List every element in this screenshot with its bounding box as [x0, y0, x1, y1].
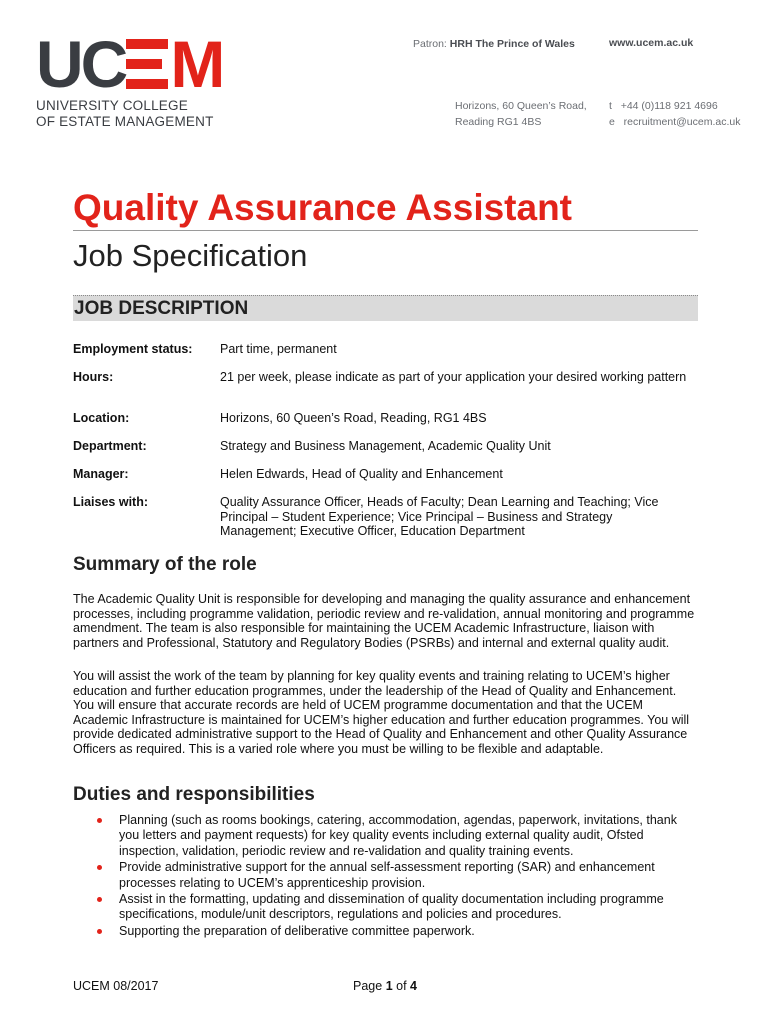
phone-line: [609, 98, 740, 114]
summary-heading: Summary of the role: [73, 554, 257, 575]
bullet-icon: [97, 818, 102, 823]
duties-heading: Duties and responsibilities: [73, 784, 315, 805]
address-line-1: Horizons, 60 Queen’s Road,: [455, 100, 587, 112]
address-block: [455, 98, 587, 130]
summary-paragraph-1: The Academic Quality Unit is responsible for developing and managing the quality assurance and enhancement processes, including programme validation, periodic review and re-validation, annual monitoring and programme amendment. The team is also responsible for maintaining the UCEM Academic Infrastructure, liaison with partners and Professional, Statutory and Regulatory Bodies (PSRBs) and internal and external quality audit.: [73, 592, 695, 650]
detail-label: Manager:: [73, 467, 129, 481]
page-prefix: Page: [353, 979, 383, 993]
detail-label: Liaises with:: [73, 495, 149, 509]
duty-text: Supporting the preparation of deliberative committee paperwork.: [119, 923, 475, 938]
list-item: [73, 892, 698, 923]
detail-value: 21 per week, please indicate as part of your application your desired working pattern: [220, 370, 687, 384]
title-divider: [73, 230, 698, 231]
duty-text: Planning (such as rooms bookings, catering, accommodation, agendas, paperwork, invitations, thank you letters and payment requests) for key quality events including external quality audit, Ofsted inspection, validation, periodic review and re-validation and quality training events.: [119, 813, 677, 858]
patron-line: [413, 36, 575, 52]
page-current: 1: [385, 979, 393, 993]
logo-wordmark: [36, 27, 223, 101]
detail-label: Hours:: [73, 370, 114, 384]
detail-value: Quality Assurance Officer, Heads of Faculty; Dean Learning and Teaching; Vice Principal – Student Experience; Vice Principal – Business and Strategy Management; Executive Officer, Education Department: [220, 495, 659, 539]
email-prefix: e: [609, 116, 615, 128]
institution-line-1: UNIVERSITY COLLEGE: [36, 98, 188, 113]
detail-label: Department:: [73, 439, 147, 453]
institution-name: [36, 98, 222, 130]
bullet-icon: [97, 897, 102, 902]
detail-value: Helen Edwards, Head of Quality and Enhancement: [220, 467, 503, 481]
page-title: Quality Assurance Assistant: [73, 187, 572, 228]
logo-letters-uc: UC: [36, 27, 126, 101]
email-address: recruitment@ucem.ac.uk: [623, 116, 741, 128]
detail-value: Part time, permanent: [220, 342, 337, 356]
detail-value: Horizons, 60 Queen’s Road, Reading, RG1 4BS: [220, 411, 487, 425]
patron-name: HRH The Prince of Wales: [449, 38, 575, 50]
page-number: [353, 979, 417, 993]
duties-list: [73, 813, 698, 940]
detail-label: Location:: [73, 411, 130, 425]
page-total: 4: [410, 979, 417, 993]
contact-block: [609, 98, 740, 130]
address-line-2: Reading RG1 4BS: [455, 116, 542, 128]
summary-paragraph-2: You will assist the work of the team by planning for key quality events and training relating to UCEM’s higher education and further education programmes, under the leadership of the Head of Quality and Enhancement. You will ensure that accurate records are held of UCEM programme documentation and that the UCEM Academic Infrastructure is maintained for UCEM’s higher education and further education programmes. You will provide dedicated administrative support to the Head of Quality and Enhancement and other Quality Assurance Officers as required. This is a varied role where you must be willing to be flexible and adaptable.: [73, 669, 690, 756]
list-item: [73, 860, 698, 891]
logo-e-bars: [126, 39, 168, 89]
phone-prefix: t: [609, 100, 612, 112]
institution-line-2: OF ESTATE MANAGEMENT: [36, 114, 214, 129]
duty-text: Assist in the formatting, updating and dissemination of quality documentation including programme specifications, module/unit descriptors, regulations and policies and procedures.: [119, 892, 664, 922]
list-item: [73, 813, 698, 859]
ucem-logo: [36, 27, 223, 130]
bullet-icon: [97, 865, 102, 870]
job-description-heading: JOB DESCRIPTION: [74, 298, 249, 319]
website-text: www.ucem.ac.uk: [609, 37, 694, 49]
email-line[interactable]: [609, 114, 740, 130]
job-description-bar: [73, 295, 698, 321]
website-link[interactable]: [609, 35, 693, 51]
list-item: [73, 924, 698, 939]
page-subtitle: Job Specification: [73, 238, 308, 273]
patron-label: Patron:: [413, 38, 447, 50]
detail-label: Employment status:: [73, 342, 193, 356]
page-of: of: [396, 979, 407, 993]
logo-letter-m: M: [170, 27, 223, 101]
duty-text: Provide administrative support for the annual self-assessment reporting (SAR) and enhancement processes relating to UCEM’s apprenticeship provision.: [119, 860, 655, 890]
detail-value: Strategy and Business Management, Academic Quality Unit: [220, 439, 551, 453]
bullet-icon: [97, 929, 102, 934]
phone-number: +44 (0)118 921 4696: [620, 100, 718, 112]
footer-code: UCEM 08/2017: [73, 979, 159, 993]
